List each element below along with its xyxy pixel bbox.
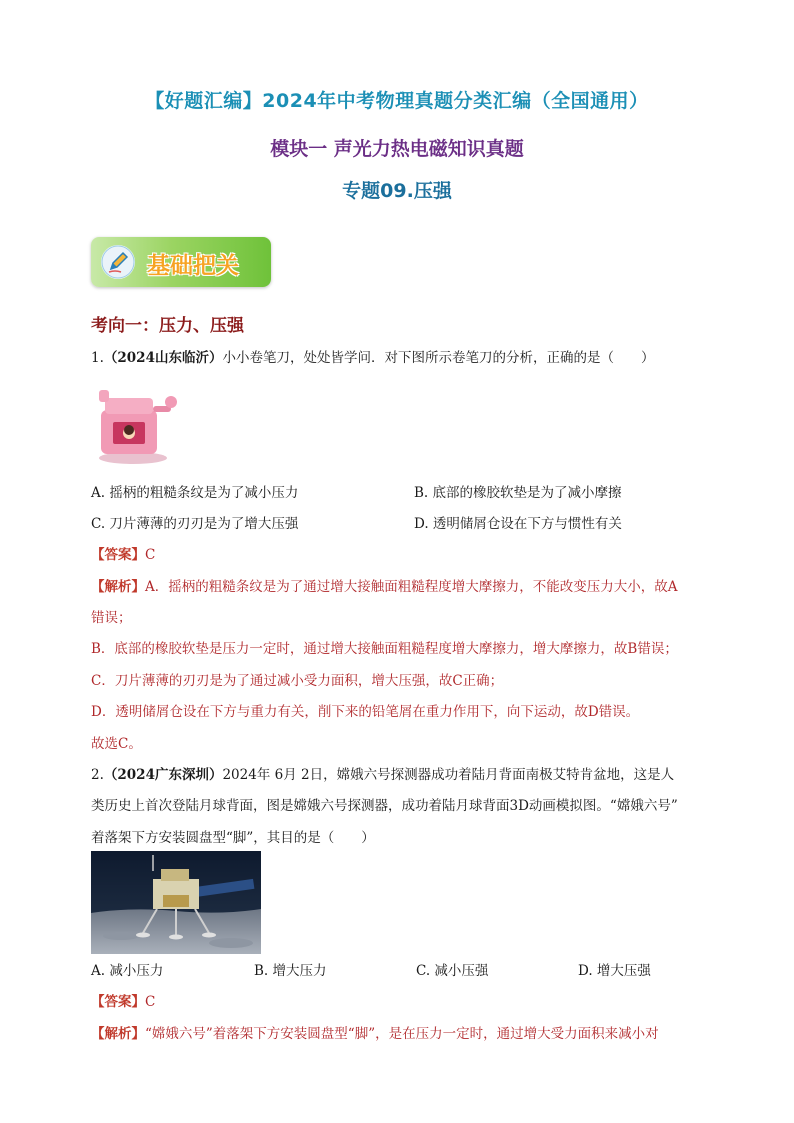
q1-answer	[91, 545, 155, 565]
q1-analysis-line-3: B．底部的橡胶软垫是压力一定时，通过增大接触面粗糙程度增大摩擦力，增大摩擦力，故B错误；	[91, 641, 678, 657]
document-title: 【好题汇编】2024年中考物理真题分类汇编（全国通用）	[145, 90, 649, 112]
q2-answer	[91, 992, 155, 1012]
q2-source: （2024广东深圳）	[103, 767, 223, 783]
q1-text: 小小卷笔刀，处处皆学问．对下图所示卷笔刀的分析，正确的是（ ）	[222, 350, 655, 366]
q2-answer-value: C	[145, 994, 156, 1010]
q1-number: 1.	[91, 350, 104, 366]
lunar-lander-image	[91, 851, 261, 954]
q2-option-c: C. 减小压强	[416, 963, 489, 979]
q2-stem-line-1	[91, 765, 674, 785]
q2-text-1: 2024年 6月 2日，嫦娥六号探测器成功着陆月背面南极艾特肯盆地，这是人	[222, 767, 675, 783]
q1-analysis-line-5: D．透明储屑仓设在下方与重力有关，削下来的铅笔屑在重力作用下，向下运动，故D错误。	[91, 704, 640, 720]
q1-option-b: B. 底部的橡胶软垫是为了减小摩擦	[414, 485, 622, 501]
q2-stem-line-3: 着落架下方安装圆盘型“脚”，其目的是（ ）	[91, 830, 375, 846]
pen-tool-icon	[101, 245, 135, 279]
q2-analysis	[91, 1024, 659, 1044]
q2-option-a: A. 减小压力	[91, 963, 164, 979]
basics-badge	[91, 237, 271, 287]
q1-option-d: D. 透明储屑仓设在下方与惯性有关	[414, 516, 622, 532]
q1-stem	[91, 348, 654, 368]
q1-analysis-line-1	[91, 577, 678, 597]
q2-option-d: D. 增大压强	[578, 963, 651, 979]
q2-analysis-tag: 【解析】	[91, 1026, 145, 1042]
q2-analysis-text: “嫦娥六号”着落架下方安装圆盘型“脚”，是在压力一定时，通过增大受力面积来减小对	[145, 1026, 659, 1042]
topic-title: 专题09.压强	[342, 180, 452, 202]
q2-answer-tag: 【答案】	[91, 994, 145, 1010]
q1-analysis-text-1: A．摇柄的粗糙条纹是为了通过增大接触面粗糙程度增大摩擦力，不能改变压力大小，故A	[145, 579, 678, 595]
q2-number: 2.	[91, 767, 104, 783]
pencil-sharpener-image	[91, 380, 181, 468]
q1-source: （2024山东临沂）	[103, 350, 223, 366]
badge-label: 基础把关	[147, 253, 239, 279]
q1-analysis-line-2: 错误；	[91, 610, 132, 626]
q2-stem-line-2: 类历史上首次登陆月球背面，图是嫦娥六号探测器，成功着陆月球背面3D动画模拟图。“嫦娥六号”	[91, 798, 678, 814]
q1-conclusion: 故选C。	[91, 736, 142, 752]
q1-analysis-tag: 【解析】	[91, 579, 145, 595]
q1-option-c: C. 刀片薄薄的刃刃是为了增大压强	[91, 516, 299, 532]
q1-analysis-line-4: C．刀片薄薄的刃刃是为了通过减小受力面积，增大压强，故C正确；	[91, 673, 504, 689]
q1-option-a: A. 摇柄的粗糙条纹是为了减小压力	[91, 485, 299, 501]
q1-answer-value: C	[145, 547, 156, 563]
q1-answer-tag: 【答案】	[91, 547, 145, 563]
section-heading: 考向一：压力、压强	[91, 316, 244, 336]
q2-option-b: B. 增大压力	[254, 963, 327, 979]
module-title: 模块一 声光力热电磁知识真题	[270, 138, 524, 160]
